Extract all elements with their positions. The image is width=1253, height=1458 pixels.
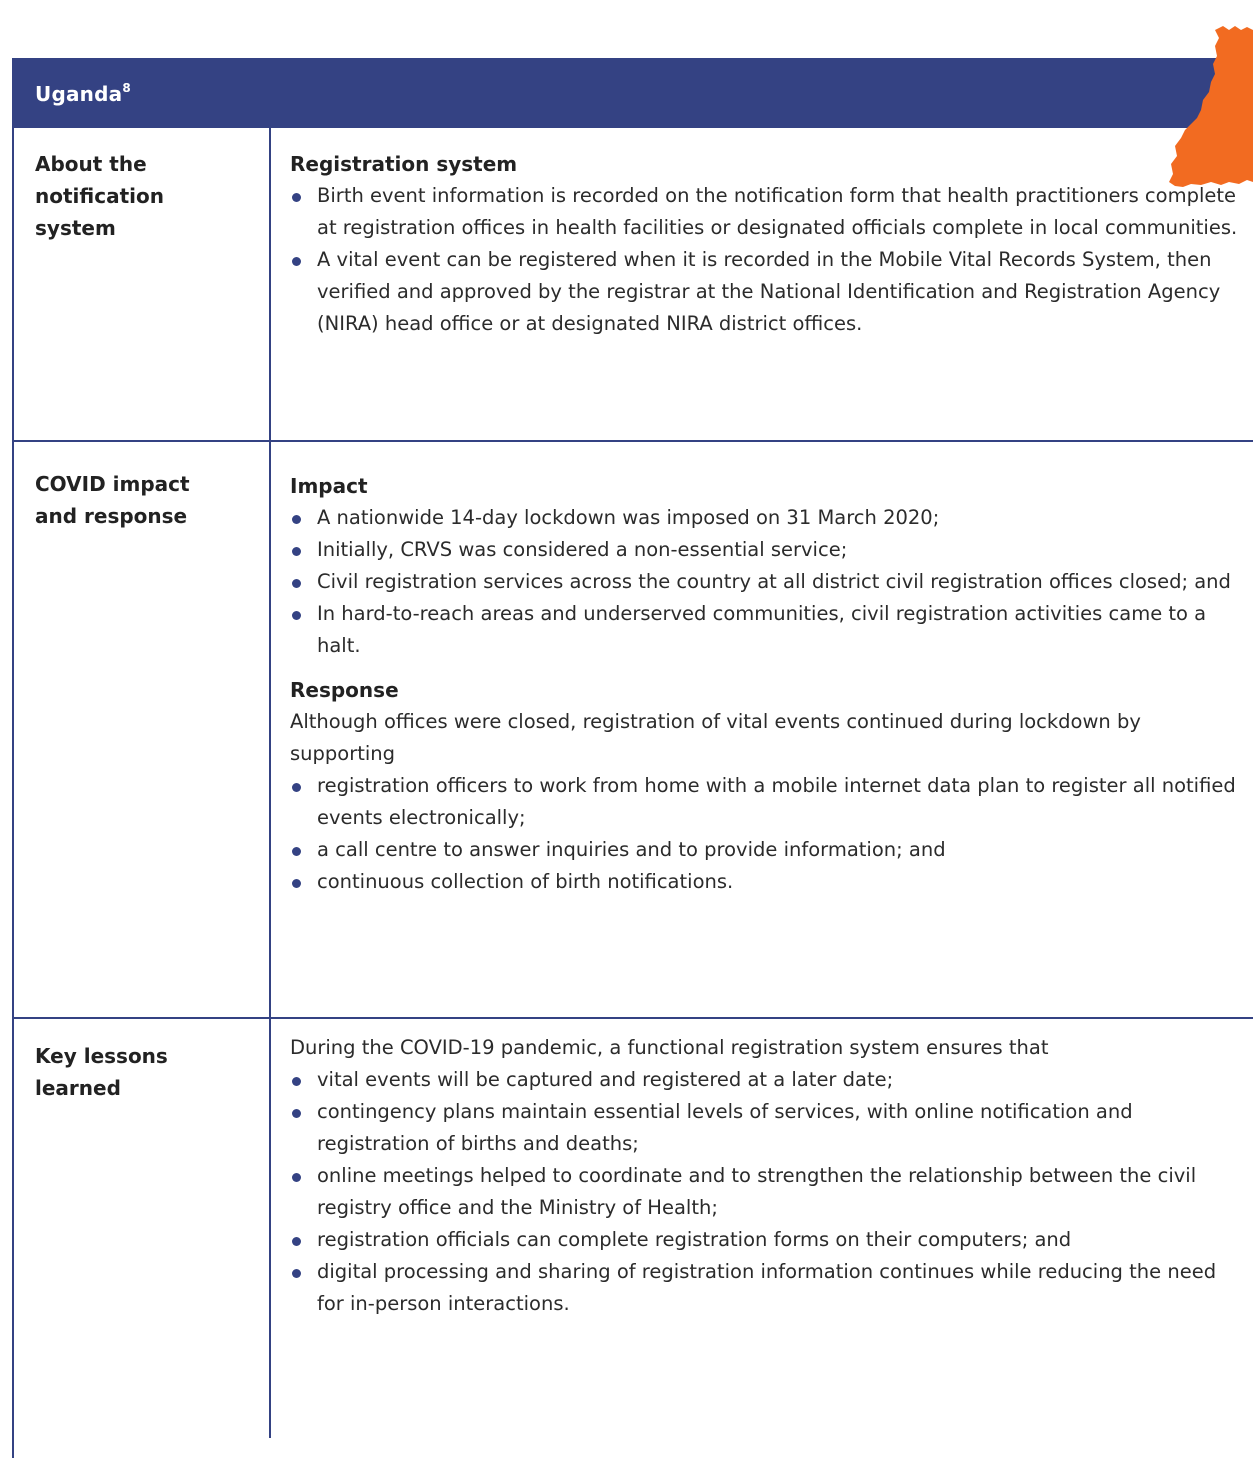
lessons-intro: During the COVID-19 pandemic, a functional registration system ensures that	[290, 1036, 1049, 1059]
response-intro: Although offices were closed, registration of vital events continued during lockdown by supporting	[290, 710, 1141, 765]
list-item-text: Civil registration services across the country at all district civil registration offices closed; and	[317, 570, 1231, 593]
bullet-dot-icon	[292, 783, 301, 792]
list-item	[290, 866, 1240, 898]
list-item	[290, 534, 1240, 566]
column-divider	[269, 128, 271, 1438]
bullet-dot-icon	[292, 1237, 301, 1246]
list-item-text: A vital event can be registered when it is recorded in the Mobile Vital Records System, then verified and approved by the registrar at the National Identification and Registration Agency (NIRA) head office or at designated NIRA district offices.	[317, 248, 1221, 335]
list-item	[290, 1160, 1240, 1224]
list-item	[290, 180, 1240, 244]
list-item-text: registration officers to work from home with a mobile internet data plan to register all notified events electronically;	[317, 774, 1236, 829]
list-item	[290, 598, 1240, 662]
bullet-list	[290, 1064, 1240, 1320]
bullet-list	[290, 180, 1240, 340]
list-item	[290, 502, 1240, 534]
bullet-dot-icon	[292, 515, 301, 524]
section-heading-response: Response	[290, 678, 399, 702]
list-item-text: digital processing and sharing of registration information continues while reducing the need for in-person interactions.	[317, 1260, 1217, 1315]
bullet-dot-icon	[292, 257, 301, 266]
list-item	[290, 1256, 1240, 1320]
table-header	[12, 58, 1253, 128]
cell-covid-impact	[290, 470, 1240, 898]
bullet-dot-icon	[292, 1269, 301, 1278]
list-item	[290, 1096, 1240, 1160]
row-label-notification-system: About the notification system	[35, 152, 164, 240]
bullet-list	[290, 502, 1240, 662]
list-item	[290, 566, 1240, 598]
footnote-marker[interactable]: 8	[122, 81, 131, 96]
list-item-text: online meetings helped to coordinate and to strengthen the relationship between the civil registry office and the Ministry of Health;	[317, 1164, 1197, 1219]
list-item-text: a call centre to answer inquiries and to provide information; and	[317, 838, 946, 861]
cell-notification-system	[290, 148, 1240, 340]
list-item-text: registration officials can complete registration forms on their computers; and	[317, 1228, 1072, 1251]
country-name: Uganda	[35, 82, 123, 106]
list-item-text: vital events will be captured and registered at a later date;	[317, 1068, 894, 1091]
bullet-dot-icon	[292, 1077, 301, 1086]
list-item	[290, 770, 1240, 834]
section-heading-registration-system: Registration system	[290, 152, 518, 176]
list-item-text: Birth event information is recorded on the notification form that health practitioners complete at registration offices in health facilities or designated officials complete in local communities.	[317, 184, 1238, 239]
bullet-dot-icon	[292, 1173, 301, 1182]
row-label-key-lessons: Key lessons learned	[35, 1044, 168, 1100]
bullet-dot-icon	[292, 579, 301, 588]
bullet-list	[290, 770, 1240, 898]
row-label-covid-impact: COVID impact and response	[35, 472, 190, 528]
list-item	[290, 1064, 1240, 1096]
bullet-dot-icon	[292, 879, 301, 888]
bullet-dot-icon	[292, 611, 301, 620]
country-title	[35, 82, 131, 106]
bullet-dot-icon	[292, 1109, 301, 1118]
list-item	[290, 1224, 1240, 1256]
cell-key-lessons	[290, 1032, 1240, 1320]
list-item	[290, 244, 1240, 340]
row-divider-1	[12, 440, 1253, 442]
list-item-text: Initially, CRVS was considered a non-essential service;	[317, 538, 848, 561]
bullet-dot-icon	[292, 547, 301, 556]
list-item-text: continuous collection of birth notifications.	[317, 870, 734, 893]
bullet-dot-icon	[292, 193, 301, 202]
list-item	[290, 834, 1240, 866]
bullet-dot-icon	[292, 847, 301, 856]
list-item-text: contingency plans maintain essential levels of services, with online notification and registration of births and deaths;	[317, 1100, 1133, 1155]
list-item-text: In hard-to-reach areas and underserved communities, civil registration activities came to a halt.	[317, 602, 1207, 657]
row-divider-2	[12, 1017, 1253, 1019]
list-item-text: A nationwide 14-day lockdown was imposed on 31 March 2020;	[317, 506, 940, 529]
section-heading-impact: Impact	[290, 474, 368, 498]
